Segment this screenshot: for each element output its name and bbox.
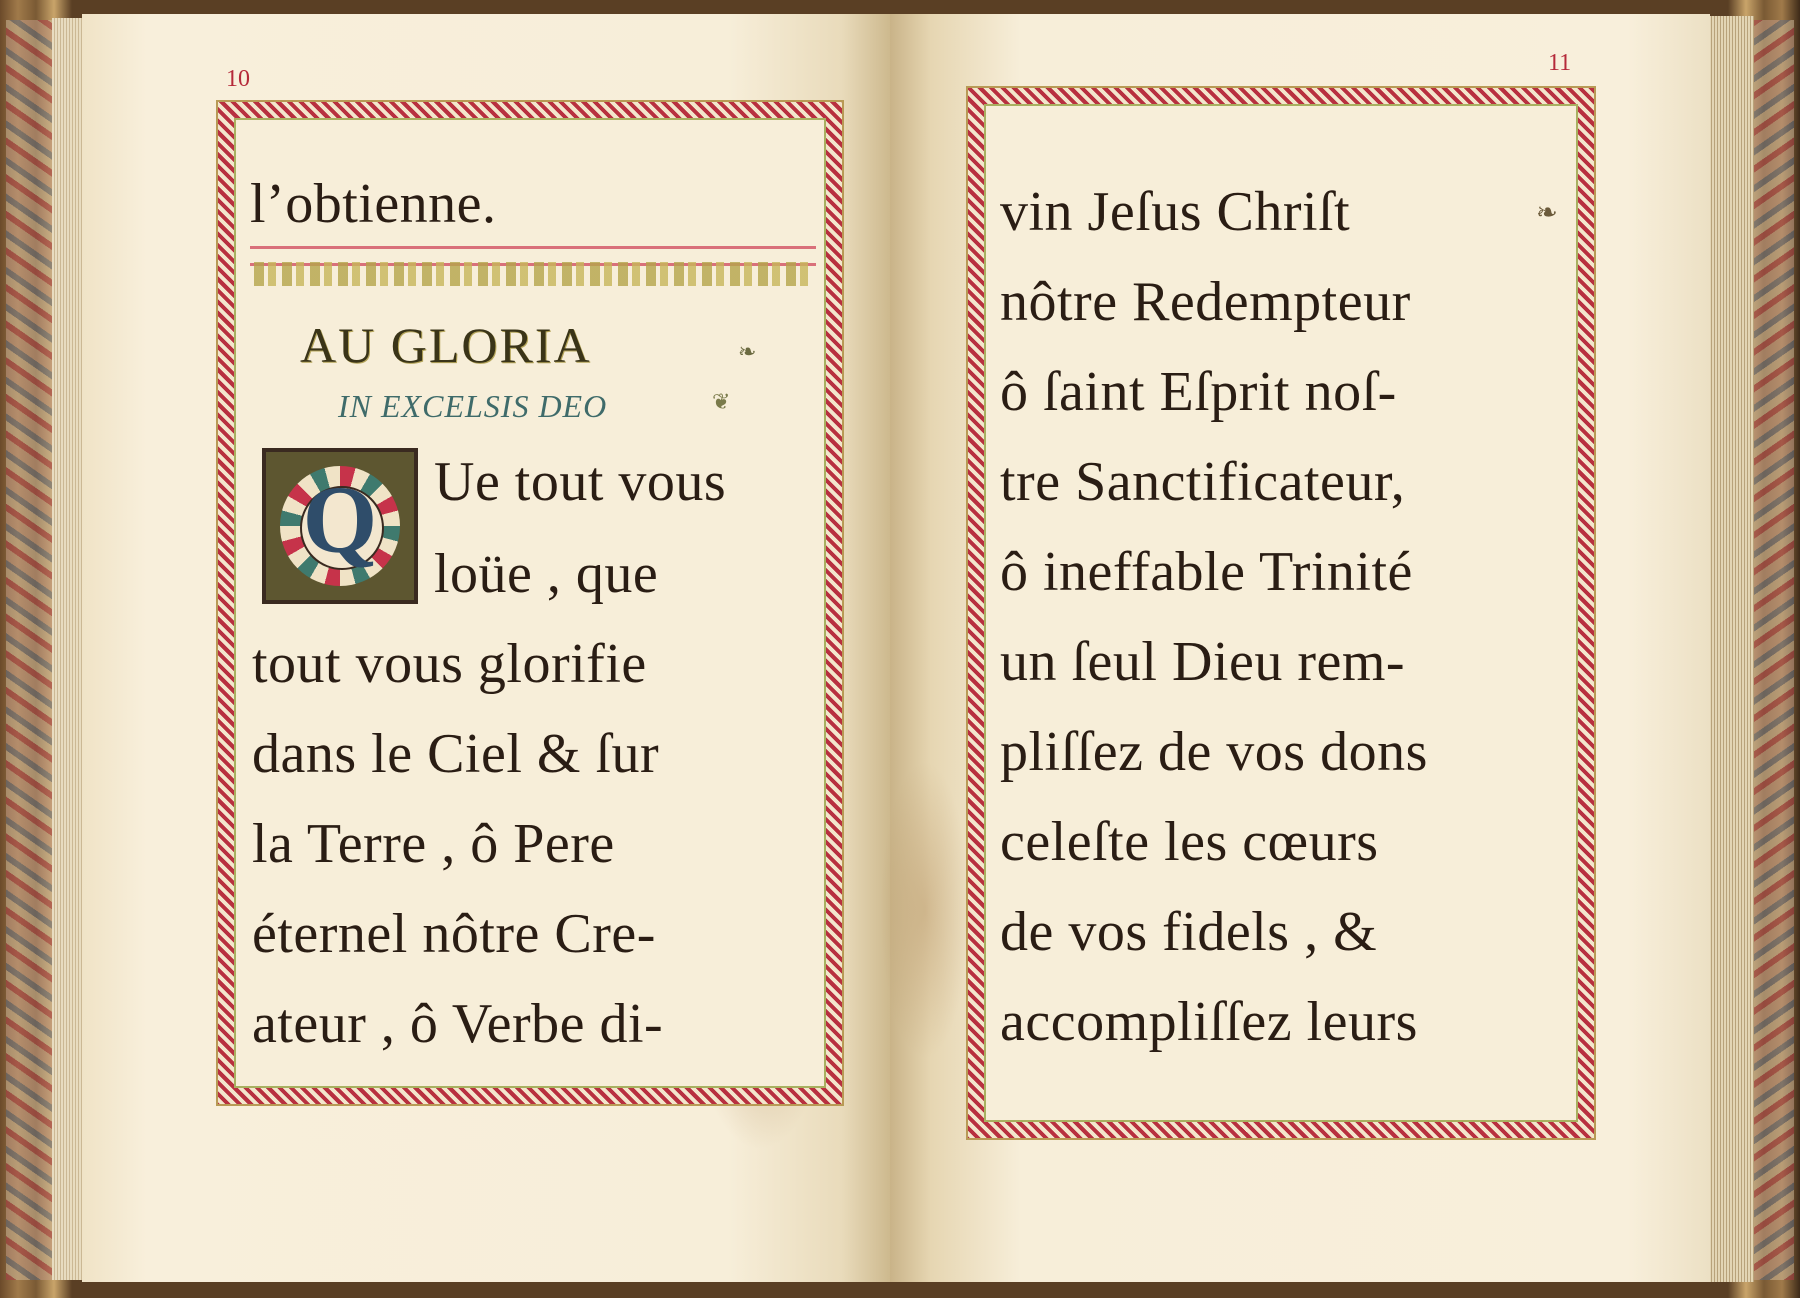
text-line: de vos fidels , &	[1000, 901, 1378, 963]
text-line: ô ineffable Trinité	[1000, 541, 1413, 603]
text-line: pliſſez de vos dons	[1000, 721, 1428, 783]
initial-letter: Q	[302, 466, 378, 573]
page-number-right: 11	[1548, 50, 1572, 76]
marbled-endpaper-right	[1751, 20, 1794, 1280]
text-line: ateur , ô Verbe di-	[252, 993, 664, 1055]
gutter-stain	[880, 760, 970, 1060]
text-line: tout vous glorifie	[252, 633, 647, 695]
text-line: loüe , que	[434, 543, 659, 605]
text-line: accompliſſez leurs	[1000, 991, 1418, 1053]
illuminated-initial	[262, 448, 418, 604]
text-line: dans le Ciel & ſur	[252, 723, 660, 785]
text-line: celeſte les cœurs	[1000, 811, 1379, 873]
marbled-endpaper-left	[6, 20, 55, 1280]
text-line: Ue tout vous	[434, 451, 727, 513]
vine-ornament-band	[254, 262, 814, 286]
page-edges-left	[52, 18, 84, 1280]
left-text-body	[252, 633, 842, 1076]
text-line: un ſeul Dieu rem-	[1000, 631, 1406, 693]
flourish-icon: ❦	[712, 390, 731, 415]
left-text-beside-initial	[434, 451, 834, 614]
opening-line: l’obtienne.	[250, 173, 497, 235]
left-text-block-top	[250, 170, 810, 250]
text-line: vin Jeſus Chriſt	[1000, 181, 1351, 243]
leaf-ornament-icon: ❧	[1536, 198, 1558, 228]
text-line: tre Sanctificateur,	[1000, 451, 1406, 513]
right-text-body	[1000, 181, 1596, 1064]
page-number-left: 10	[226, 66, 250, 92]
text-line: ô ſaint Eſprit noſ-	[1000, 361, 1397, 423]
fleuron-icon: ❧	[738, 340, 757, 365]
text-line: nôtre Redempteur	[1000, 271, 1411, 333]
section-subheading: IN EXCELSIS DEO	[338, 388, 608, 424]
text-line: éternel nôtre Cre-	[252, 903, 656, 965]
text-line: la Terre , ô Pere	[252, 813, 615, 875]
section-heading: AU GLORIA	[300, 317, 592, 373]
